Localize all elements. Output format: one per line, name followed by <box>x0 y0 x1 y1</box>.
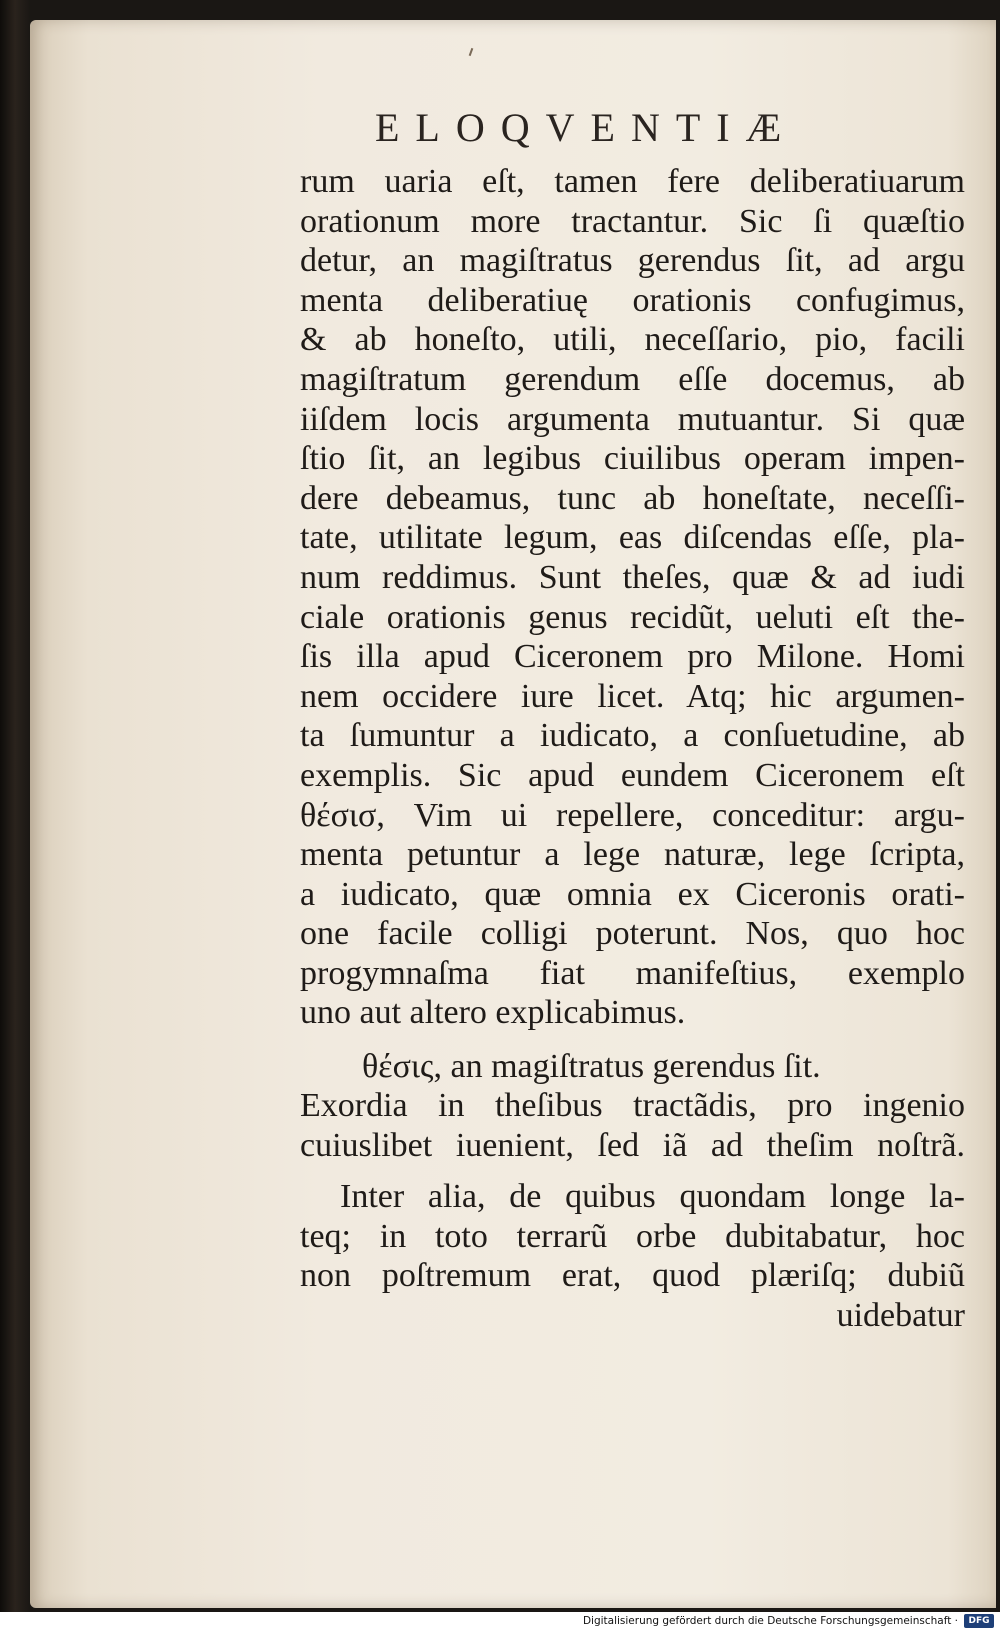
text-line: orationum more tractantur. Sic ſi quæſtio <box>300 202 965 240</box>
text-line: ſis illa apud Ciceronem pro Milone. Homi <box>300 638 965 676</box>
text-line: menta petuntur a lege naturæ, lege ſcripta, <box>300 836 965 874</box>
text-line: ciale orationis genus recidũt, ueluti eſt the- <box>300 598 965 636</box>
text-line: a iudicato, quæ omnia ex Ciceronis orati- <box>300 875 965 913</box>
text-line: cuiuslibet iuenient, ſed iã ad theſim noſtrã. <box>300 1126 965 1164</box>
text-line: exemplis. Sic apud eundem Ciceronem eſt <box>300 756 965 794</box>
running-header: ELOQVENTIÆ <box>375 105 798 150</box>
text-line: magiſtratum gerendum eſſe docemus, ab <box>300 360 965 398</box>
text-line: θέσισ, Vim ui repellere, conceditur: argu- <box>300 796 965 834</box>
text-line: uno aut altero explicabimus. <box>300 994 686 1032</box>
text-line: num reddimus. Sunt theſes, quæ & ad iudi <box>300 558 965 596</box>
text-line: one facile colligi poterunt. Nos, quo hoc <box>300 915 965 953</box>
text-line: menta deliberatiuę orationis confugimus, <box>300 281 965 319</box>
text-line: teq; in toto terrarũ orbe dubitabatur, hoc <box>300 1217 965 1255</box>
text-line: rum uaria eſt, tamen fere deliberatiuarum <box>300 163 965 200</box>
text-line: ſtio ſit, an legibus ciuilibus operam impen- <box>300 440 965 478</box>
text-line: tate, utilitate legum, eas diſcendas eſſe, pla- <box>300 519 965 557</box>
section-heading: θέσις, an magiſtratus gerendus ſit. <box>362 1048 821 1086</box>
text-line: iiſdem locis argumenta mutuantur. Si quæ <box>300 400 965 438</box>
page-body <box>300 162 965 1336</box>
text-line: & ab honeſto, utili, neceſſario, pio, facili <box>300 321 965 359</box>
paragraph-gap <box>300 1165 965 1177</box>
text-line: Exordia in theſibus tractãdis, pro ingenio <box>300 1087 965 1125</box>
text-line: dere debeamus, tunc ab honeſtate, neceſſi- <box>300 479 965 517</box>
text-line: ta ſumuntur a iudicato, a conſuetudine, ab <box>300 717 965 755</box>
text-line: nem occidere iure licet. Atq; hic argumen- <box>300 677 965 715</box>
text-line: non poſtremum erat, quod plæriſq; dubiũ <box>300 1257 965 1295</box>
catchword: uidebatur <box>836 1297 965 1335</box>
dfg-logo-icon: DFG <box>964 1614 994 1628</box>
funding-credit: Digitalisierung gefördert durch die Deutsche Forschungsgemeinschaft · <box>582 1615 958 1627</box>
text-line: progymnaſma fiat manifeſtius, exemplo <box>300 954 965 992</box>
text-line: detur, an magiſtratus gerendus ſit, ad argu <box>300 242 965 280</box>
text-line: Inter alia, de quibus quondam longe la- <box>340 1178 965 1216</box>
